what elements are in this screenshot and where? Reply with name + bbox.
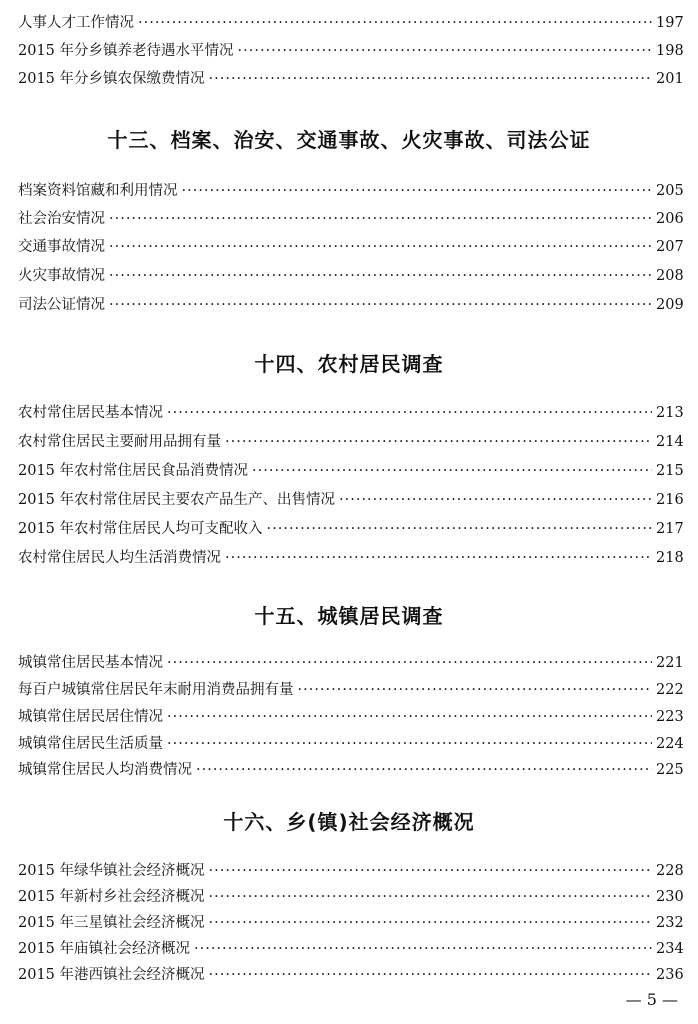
toc-entry-page: 225 <box>656 762 684 778</box>
toc-entry-title: 2015 年庙镇社会经济概况 <box>18 941 191 957</box>
toc-entry[interactable] <box>18 38 684 60</box>
toc-entry-page: 222 <box>656 682 684 698</box>
toc-entry[interactable] <box>18 206 684 228</box>
toc-entry[interactable] <box>18 962 684 984</box>
toc-entry[interactable] <box>18 292 684 314</box>
leader-dots <box>225 549 652 567</box>
leader-dots <box>267 520 652 538</box>
toc-entry[interactable] <box>18 516 684 538</box>
toc-entry[interactable] <box>18 400 684 422</box>
toc-entry-title: 2015 年港西镇社会经济概况 <box>18 967 205 983</box>
leader-dots <box>109 267 652 285</box>
toc-entry-title: 2015 年分乡镇农保缴费情况 <box>18 71 205 87</box>
page-number: — 5 — <box>625 990 678 1009</box>
leader-dots <box>252 462 652 480</box>
toc-entry[interactable] <box>18 429 684 451</box>
leader-dots <box>238 42 652 60</box>
toc-entry-title: 2015 年农村常住居民人均可支配收入 <box>18 521 263 537</box>
toc-entry-title: 火灾事故情况 <box>18 268 105 284</box>
toc-entry-title: 2015 年三星镇社会经济概况 <box>18 915 205 931</box>
toc-entry[interactable] <box>18 458 684 480</box>
toc-entry[interactable] <box>18 757 684 779</box>
toc-entry-page: 209 <box>656 297 684 313</box>
toc-entry-page: 206 <box>656 211 684 227</box>
toc-entry[interactable] <box>18 650 684 672</box>
leader-dots <box>209 70 652 88</box>
toc-entry-title: 交通事故情况 <box>18 239 105 255</box>
toc-entry-title: 2015 年农村常住居民食品消费情况 <box>18 463 249 479</box>
toc-entry-page: 216 <box>656 492 684 508</box>
toc-entry-page: 201 <box>656 71 684 87</box>
toc-entry-title: 农村常住居民主要耐用品拥有量 <box>18 434 221 450</box>
toc-entry-page: 215 <box>656 463 684 479</box>
toc-entry-page: 234 <box>656 941 684 957</box>
toc-entry[interactable] <box>18 10 684 32</box>
leader-dots <box>167 735 652 753</box>
toc-entry-page: 236 <box>656 967 684 983</box>
leader-dots <box>209 914 652 932</box>
toc-entry[interactable] <box>18 731 684 753</box>
toc-entry[interactable] <box>18 487 684 509</box>
toc-entry-page: 221 <box>656 655 684 671</box>
toc-entry-page: 223 <box>656 709 684 725</box>
toc-entry-title: 2015 年分乡镇养老待遇水平情况 <box>18 43 234 59</box>
toc-entry-page: 197 <box>656 15 684 31</box>
section-heading: 十四、农村居民调查 <box>254 352 444 376</box>
toc-entry-title: 2015 年绿华镇社会经济概况 <box>18 863 205 879</box>
toc-entry[interactable] <box>18 704 684 726</box>
toc-entry-title: 农村常住居民人均生活消费情况 <box>18 550 221 566</box>
section-heading: 十六、乡(镇)社会经济概况 <box>223 810 475 834</box>
toc-entry-page: 208 <box>656 268 684 284</box>
toc-entry[interactable] <box>18 545 684 567</box>
toc-entry-title: 2015 年农村常住居民主要农产品生产、出售情况 <box>18 492 336 508</box>
leader-dots <box>182 182 653 200</box>
leader-dots <box>109 296 652 314</box>
toc-entry[interactable] <box>18 858 684 880</box>
toc-entry-title: 档案资料馆藏和利用情况 <box>18 183 178 199</box>
leader-dots <box>167 654 652 672</box>
toc-entry-page: 230 <box>656 889 684 905</box>
leader-dots <box>167 404 652 422</box>
section-heading: 十三、档案、治安、交通事故、火灾事故、司法公证 <box>107 128 591 152</box>
toc-entry-page: 228 <box>656 863 684 879</box>
toc-entry-page: 207 <box>656 239 684 255</box>
toc-entry-title: 每百户城镇常住居民年末耐用消费品拥有量 <box>18 682 294 698</box>
leader-dots <box>225 433 652 451</box>
section-heading: 十五、城镇居民调查 <box>254 604 444 628</box>
toc-entry-page: 205 <box>656 183 684 199</box>
toc-entry-title: 社会治安情况 <box>18 211 105 227</box>
leader-dots <box>138 14 652 32</box>
toc-entry[interactable] <box>18 677 684 699</box>
toc-entry-title: 城镇常住居民生活质量 <box>18 736 163 752</box>
toc-entry-page: 198 <box>656 43 684 59</box>
toc-entry[interactable] <box>18 884 684 906</box>
toc-entry[interactable] <box>18 178 684 200</box>
leader-dots <box>209 862 652 880</box>
leader-dots <box>209 966 652 984</box>
leader-dots <box>209 888 652 906</box>
toc-entry[interactable] <box>18 66 684 88</box>
leader-dots <box>196 761 652 779</box>
toc-entry-page: 213 <box>656 405 684 421</box>
toc-entry-title: 城镇常住居民基本情况 <box>18 655 163 671</box>
toc-entry-page: 232 <box>656 915 684 931</box>
toc-entry-title: 司法公证情况 <box>18 297 105 313</box>
toc-entry[interactable] <box>18 936 684 958</box>
toc-entry-title: 农村常住居民基本情况 <box>18 405 163 421</box>
leader-dots <box>298 681 653 699</box>
toc-entry[interactable] <box>18 263 684 285</box>
toc-entry[interactable] <box>18 910 684 932</box>
toc-entry-page: 214 <box>656 434 684 450</box>
leader-dots <box>194 940 652 958</box>
toc-entry-page: 218 <box>656 550 684 566</box>
toc-entry-title: 城镇常住居民人均消费情况 <box>18 762 192 778</box>
toc-entry[interactable] <box>18 234 684 256</box>
leader-dots <box>109 238 652 256</box>
leader-dots <box>339 491 652 509</box>
toc-entry-page: 224 <box>656 736 684 752</box>
toc-entry-title: 人事人才工作情况 <box>18 15 134 31</box>
leader-dots <box>167 708 652 726</box>
toc-entry-title: 2015 年新村乡社会经济概况 <box>18 889 205 905</box>
leader-dots <box>109 210 652 228</box>
toc-entry-title: 城镇常住居民居住情况 <box>18 709 163 725</box>
toc-entry-page: 217 <box>656 521 684 537</box>
